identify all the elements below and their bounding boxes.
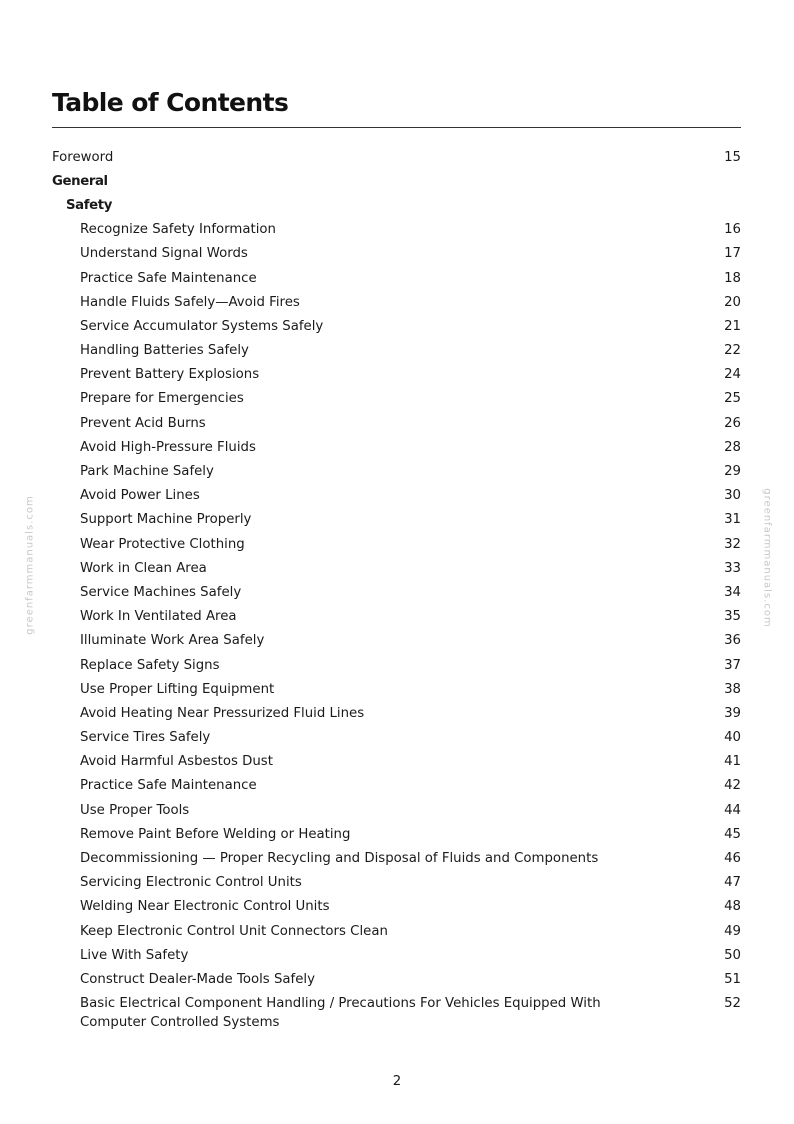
toc-entry-page: 39 xyxy=(724,705,741,721)
toc-entry-page: 24 xyxy=(724,367,741,383)
toc-entry-page: 40 xyxy=(724,730,741,746)
toc-entry-page: 42 xyxy=(724,778,741,794)
toc-entry-label: Wear Protective Clothing xyxy=(80,536,245,552)
toc-entry[interactable] xyxy=(52,605,741,629)
toc-entry-page: 50 xyxy=(724,947,741,963)
toc-entry[interactable] xyxy=(52,846,741,870)
toc-entry-page: 16 xyxy=(724,222,741,238)
toc-entry[interactable] xyxy=(52,701,741,725)
toc-entry-page: 18 xyxy=(724,270,741,286)
toc-entry-label: Remove Paint Before Welding or Heating xyxy=(80,826,351,842)
toc-entry-label: Handle Fluids Safely—Avoid Fires xyxy=(80,294,300,310)
toc-entry-page: 28 xyxy=(724,439,741,455)
toc-entry-label: Service Tires Safely xyxy=(80,730,211,746)
toc-entry-page: 36 xyxy=(724,633,741,649)
toc-entry[interactable] xyxy=(52,484,741,508)
toc-entry-label: Park Machine Safely xyxy=(80,464,214,480)
toc-entry-page: 20 xyxy=(724,294,741,310)
toc-entry-label: Servicing Electronic Control Units xyxy=(80,875,302,891)
toc-entry[interactable] xyxy=(52,822,741,846)
page-title: Table of Contents xyxy=(52,88,289,117)
toc-entry-page: 32 xyxy=(724,536,741,552)
toc-entry[interactable] xyxy=(52,919,741,943)
toc-entry[interactable] xyxy=(52,967,741,991)
toc-entry[interactable] xyxy=(52,218,741,242)
toc-entry[interactable] xyxy=(52,435,741,459)
toc-entry[interactable] xyxy=(52,411,741,435)
toc-entry-label: Prevent Acid Burns xyxy=(80,415,206,431)
toc-entry-label: Replace Safety Signs xyxy=(80,657,220,673)
toc-entry-page: 31 xyxy=(724,512,741,528)
toc-entry-label: Illuminate Work Area Safely xyxy=(80,633,265,649)
toc-entry-label: Welding Near Electronic Control Units xyxy=(80,899,330,915)
watermark-right: greenfarmmanuals.com xyxy=(761,488,773,628)
toc-entry[interactable] xyxy=(52,726,741,750)
toc-entry-label: Work In Ventilated Area xyxy=(80,609,237,625)
toc-entry[interactable] xyxy=(52,798,741,822)
toc-entry[interactable] xyxy=(52,339,741,363)
toc-entry[interactable] xyxy=(52,508,741,532)
page-number: 2 xyxy=(392,1074,402,1089)
toc-entry-label: Practice Safe Maintenance xyxy=(80,778,257,794)
toc-entry-page: 41 xyxy=(724,754,741,770)
toc-entry-label: Foreword xyxy=(52,149,114,165)
toc-entry[interactable] xyxy=(52,314,741,338)
toc-entry-label: Support Machine Properly xyxy=(80,512,252,528)
toc-entry-label: Prevent Battery Explosions xyxy=(80,367,260,383)
toc-heading xyxy=(52,169,741,193)
toc-entry-page: 22 xyxy=(724,343,741,359)
toc-entry[interactable] xyxy=(52,629,741,653)
toc-entry-page: 52 xyxy=(724,996,741,1012)
toc-entry[interactable] xyxy=(52,266,741,290)
toc-entry[interactable] xyxy=(52,943,741,967)
toc-entry-label: Understand Signal Words xyxy=(80,246,248,262)
toc-entry-page: 48 xyxy=(724,899,741,915)
toc-entry-page: 35 xyxy=(724,609,741,625)
toc-entry-page: 45 xyxy=(724,826,741,842)
toc-entry-page: 46 xyxy=(724,851,741,867)
toc-entry-label: Service Accumulator Systems Safely xyxy=(80,318,324,334)
toc-entry-page: 38 xyxy=(724,681,741,697)
toc-entry-label: Recognize Safety Information xyxy=(80,222,276,238)
toc-entry[interactable] xyxy=(52,145,741,169)
toc-entry-page: 37 xyxy=(724,657,741,673)
toc-entry-label: Practice Safe Maintenance xyxy=(80,270,257,286)
toc-entry[interactable] xyxy=(52,459,741,483)
toc-entry-label: Live With Safety xyxy=(80,947,189,963)
toc-entry-label: General xyxy=(52,173,108,189)
toc-entry-label: Handling Batteries Safely xyxy=(80,343,249,359)
table-of-contents xyxy=(52,145,741,1035)
toc-entry-label: Avoid Harmful Asbestos Dust xyxy=(80,754,273,770)
toc-entry-label: Prepare for Emergencies xyxy=(80,391,244,407)
toc-entry-label: Safety xyxy=(66,197,112,213)
toc-entry[interactable] xyxy=(52,290,741,314)
toc-entry[interactable] xyxy=(52,871,741,895)
toc-entry-page: 49 xyxy=(724,923,741,939)
title-divider xyxy=(52,127,741,128)
watermark-left: greenfarmmanuals.com xyxy=(24,495,36,635)
toc-entry-page: 47 xyxy=(724,875,741,891)
toc-entry[interactable] xyxy=(52,580,741,604)
toc-entry-label: Keep Electronic Control Unit Connectors Clean xyxy=(80,923,388,939)
toc-entry[interactable] xyxy=(52,895,741,919)
toc-entry-label: Use Proper Lifting Equipment xyxy=(80,681,275,697)
toc-entry-label: Avoid Heating Near Pressurized Fluid Lines xyxy=(80,705,365,721)
toc-entry[interactable] xyxy=(52,653,741,677)
toc-entry-label: Use Proper Tools xyxy=(80,802,190,818)
toc-entry-label: Avoid Power Lines xyxy=(80,488,200,504)
toc-entry-label: Service Machines Safely xyxy=(80,584,242,600)
toc-entry[interactable] xyxy=(52,363,741,387)
toc-entry-label: Basic Electrical Component Handling / Precautions For Vehicles Equipped With Computer Controlled Systems xyxy=(80,996,601,1031)
toc-entry-label: Construct Dealer-Made Tools Safely xyxy=(80,971,315,987)
toc-entry[interactable] xyxy=(52,774,741,798)
toc-entry-page: 29 xyxy=(724,464,741,480)
toc-entry-page: 33 xyxy=(724,560,741,576)
toc-entry-label: Decommissioning — Proper Recycling and Disposal of Fluids and Components xyxy=(80,851,599,867)
toc-entry[interactable] xyxy=(52,242,741,266)
toc-heading xyxy=(52,193,741,217)
toc-entry[interactable] xyxy=(52,750,741,774)
toc-entry-label: Avoid High-Pressure Fluids xyxy=(80,439,256,455)
toc-entry-page: 44 xyxy=(724,802,741,818)
toc-entry-page: 17 xyxy=(724,246,741,262)
toc-entry-page: 51 xyxy=(724,971,741,987)
toc-entry[interactable] xyxy=(52,992,741,1035)
toc-entry-page: 34 xyxy=(724,584,741,600)
toc-entry-label: Work in Clean Area xyxy=(80,560,207,576)
toc-entry-page: 21 xyxy=(724,318,741,334)
toc-entry[interactable] xyxy=(52,677,741,701)
toc-entry-page: 15 xyxy=(724,149,741,165)
toc-entry[interactable] xyxy=(52,556,741,580)
toc-entry-page: 30 xyxy=(724,488,741,504)
toc-entry[interactable] xyxy=(52,387,741,411)
toc-entry-page: 25 xyxy=(724,391,741,407)
toc-entry[interactable] xyxy=(52,532,741,556)
toc-entry-page: 26 xyxy=(724,415,741,431)
